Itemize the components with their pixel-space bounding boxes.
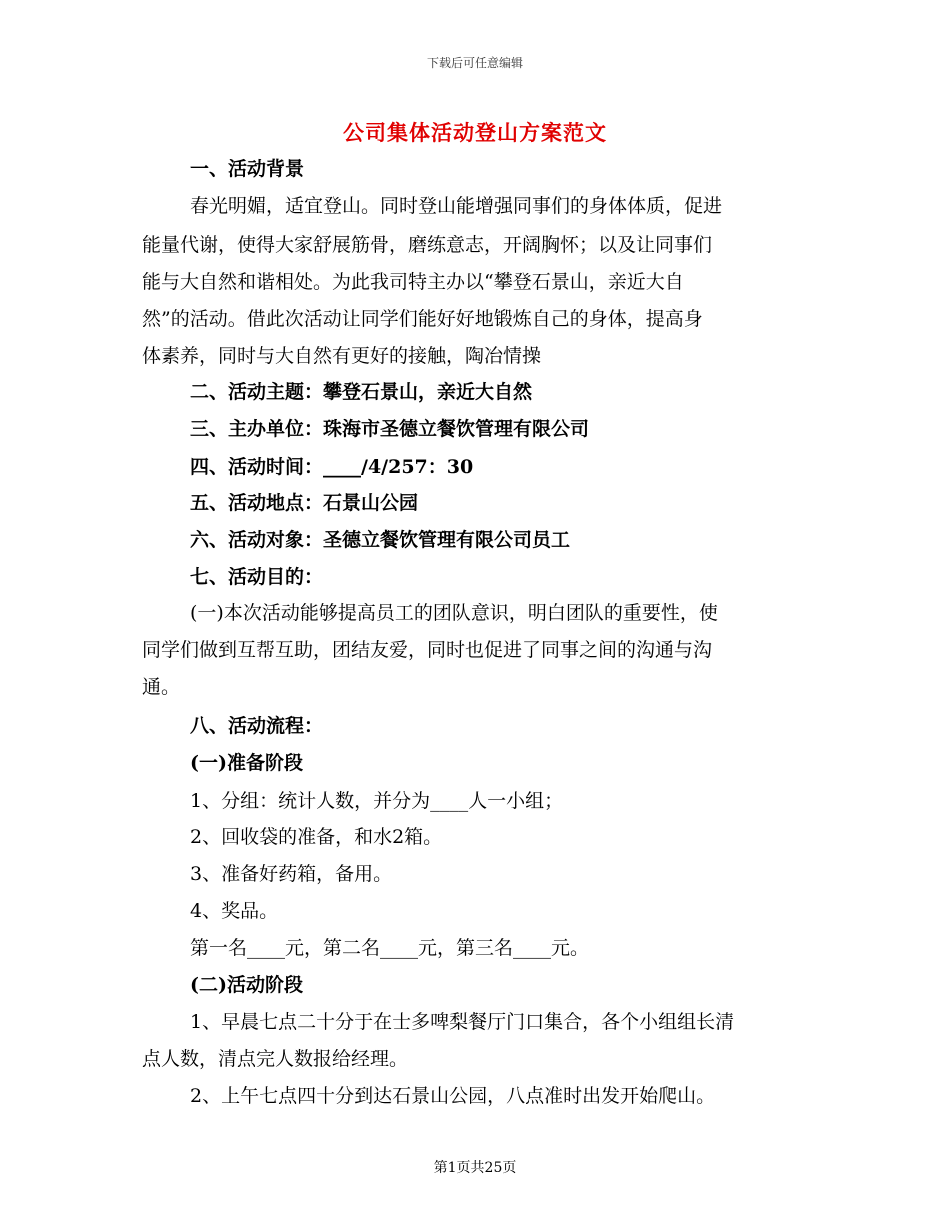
page-header: 下载后可任意编辑 (426, 56, 523, 70)
list-item: 1、分组：统计人数，并分为____人一小组； (190, 790, 564, 812)
section-organizer: 三、主办单位：珠海市圣德立餐饮管理有限公司 (190, 418, 590, 440)
paragraph-line: 然”的活动。借此次活动让同学们能好好地锻炼自己的身体，提高身 (142, 308, 703, 330)
section-heading-process: 八、活动流程： (190, 715, 324, 737)
document-title: 公司集体活动登山方案范文 (343, 120, 607, 145)
subheading-preparation: (一)准备阶段 (190, 752, 303, 774)
paragraph-line: 点人数，清点完人数报给经理。 (142, 1048, 409, 1070)
section-theme: 二、活动主题：攀登石景山，亲近大自然 (190, 381, 533, 403)
paragraph-line: (一)本次活动能够提高员工的团队意识，明白团队的重要性，使 (190, 602, 718, 624)
paragraph-line: 能量代谢，使得大家舒展筋骨，磨练意志，开阔胸怀；以及让同事们 (142, 234, 713, 256)
section-location: 五、活动地点：石景山公园 (190, 492, 419, 514)
list-item: 2、回收袋的准备，和水2箱。 (190, 826, 443, 848)
section-participants: 六、活动对象：圣德立餐饮管理有限公司员工 (190, 529, 571, 551)
subheading-activity: (二)活动阶段 (190, 974, 303, 996)
paragraph-line: 体素养，同时与大自然有更好的接触，陶冶情操 (142, 345, 542, 367)
section-time: 四、活动时间：____/4/257：30 (190, 456, 474, 478)
page-footer: 第1页共25页 (433, 1160, 517, 1176)
list-item: 第一名____元，第二名____元，第三名____元。 (190, 937, 590, 959)
paragraph-line: 通。 (142, 676, 181, 698)
paragraph-line: 1、早晨七点二十分于在士多啤梨餐厅门口集合，各个小组组长清 (190, 1011, 735, 1033)
section-heading-purpose: 七、活动目的： (190, 566, 324, 588)
paragraph-line: 2、上午七点四十分到达石景山公园，八点准时出发开始爬山。 (190, 1085, 716, 1107)
paragraph-line: 春光明媚，适宜登山。同时登山能增强同事们的身体体质，促进 (190, 195, 723, 217)
list-item: 3、准备好药箱，备用。 (190, 863, 393, 885)
paragraph-line: 能与大自然和谐相处。为此我司特主办以“攀登石景山，亲近大自 (142, 271, 684, 293)
list-item: 4、奖品。 (190, 900, 279, 922)
paragraph-line: 同学们做到互帮互助，团结友爱，同时也促进了同事之间的沟通与沟 (142, 639, 713, 661)
section-heading-background: 一、活动背景 (190, 158, 305, 180)
